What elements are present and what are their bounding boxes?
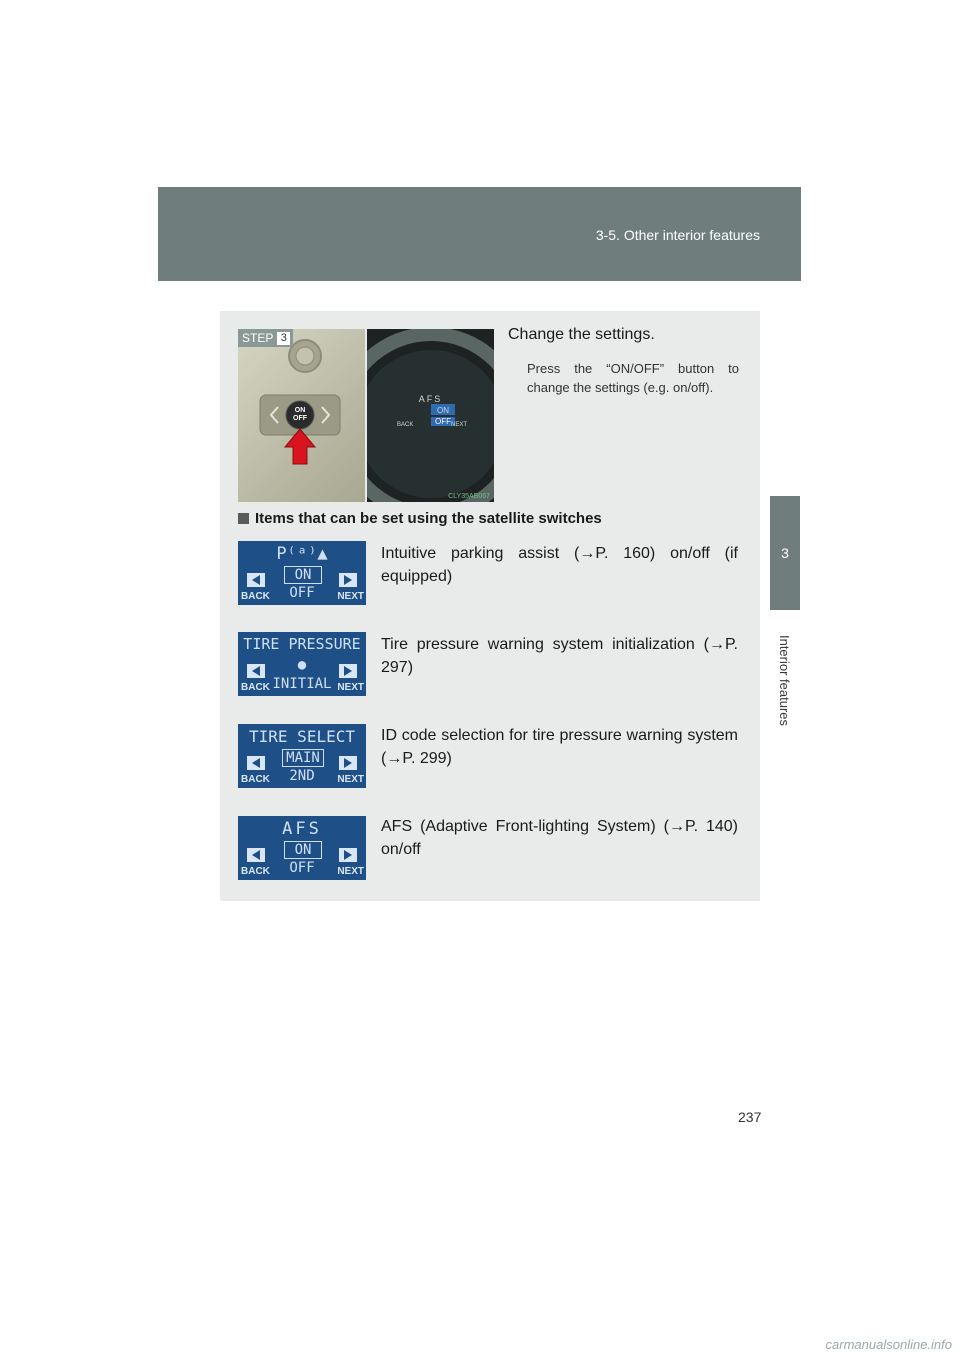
item-text-afs: AFS (Adaptive Front-lighting System) (→P. 140) on/off [381,818,738,858]
back-arrow-icon [247,848,265,862]
section-title: 3-5. Other interior features [595,227,760,243]
next-arrow-icon [339,848,357,862]
square-bullet-icon [238,513,249,524]
display-next-label: NEXT [337,866,364,877]
display-boxed-option: ● [297,657,307,673]
meter-ring-illustration [367,329,494,502]
meter-option-on: ON [437,406,449,415]
display-line1: AFS [282,819,322,839]
display-line3: OFF [289,585,315,601]
chapter-label-text: Interior features [777,634,793,726]
display-next-label: NEXT [337,591,364,602]
meter-line1: AFS [418,394,443,404]
next-arrow-icon [339,664,357,678]
on-off-button-label-off: OFF [293,415,307,422]
display-next-label: NEXT [337,774,364,785]
next-arrow-icon [339,573,357,587]
watermark: carmanualsonline.info [825,1337,952,1352]
display-next-label: NEXT [337,682,364,693]
display-line1: P⁽ᵃ⁾▲ [276,544,328,564]
step-badge-number: 3 [277,332,290,345]
step-title: Change the settings. [508,326,655,343]
step-badge [238,329,293,347]
meter-next-label: NEXT [451,422,468,428]
display-parking-assist [238,541,366,605]
display-boxed-option: ON [284,566,322,584]
back-arrow-icon [247,756,265,770]
next-arrow-icon [339,756,357,770]
step-description: Press the “ON/OFF” button to change the settings (e.g. on/off). [527,361,739,395]
meter-option-off: OFF [431,417,455,426]
chapter-label [768,630,802,730]
display-tire-pressure [238,632,366,696]
photo-code: CLY35AB067 [448,493,490,500]
section-heading-text: Items that can be set using the satellite switches [255,510,602,527]
section-heading [238,510,602,527]
display-back-label: BACK [241,774,270,785]
display-boxed-option: MAIN [282,749,324,767]
back-arrow-icon [247,573,265,587]
display-boxed-option: ON [284,841,322,859]
chapter-number: 3 [781,545,789,561]
on-off-button-label-on: ON [294,407,306,414]
meter-back-label: BACK [397,422,414,428]
display-back-label: BACK [241,591,270,602]
item-text-tire-select: ID code selection for tire pressure warning system (→P. 299) [381,727,738,767]
page-number: 237 [738,1109,762,1125]
header-band [158,187,801,281]
satellite-switch-photo [238,329,365,502]
display-tire-select [238,724,366,788]
step-badge-label: STEP [242,331,274,345]
meter-display-photo [367,329,494,502]
display-afs [238,816,366,880]
display-back-label: BACK [241,682,270,693]
display-line3: INITIAL [272,676,332,692]
display-line1: TIRE PRESSURE [243,635,361,653]
back-arrow-icon [247,664,265,678]
chapter-tab [770,496,800,610]
display-back-label: BACK [241,866,270,877]
display-line3: 2ND [289,768,315,784]
display-line3: OFF [289,860,315,876]
display-line1: TIRE SELECT [249,727,355,746]
item-text-parking-assist: Intuitive parking assist (→P. 160) on/off (if equipped) [381,545,738,585]
item-text-tire-pressure: Tire pressure warning system initialization (→P. 297) [381,636,738,676]
